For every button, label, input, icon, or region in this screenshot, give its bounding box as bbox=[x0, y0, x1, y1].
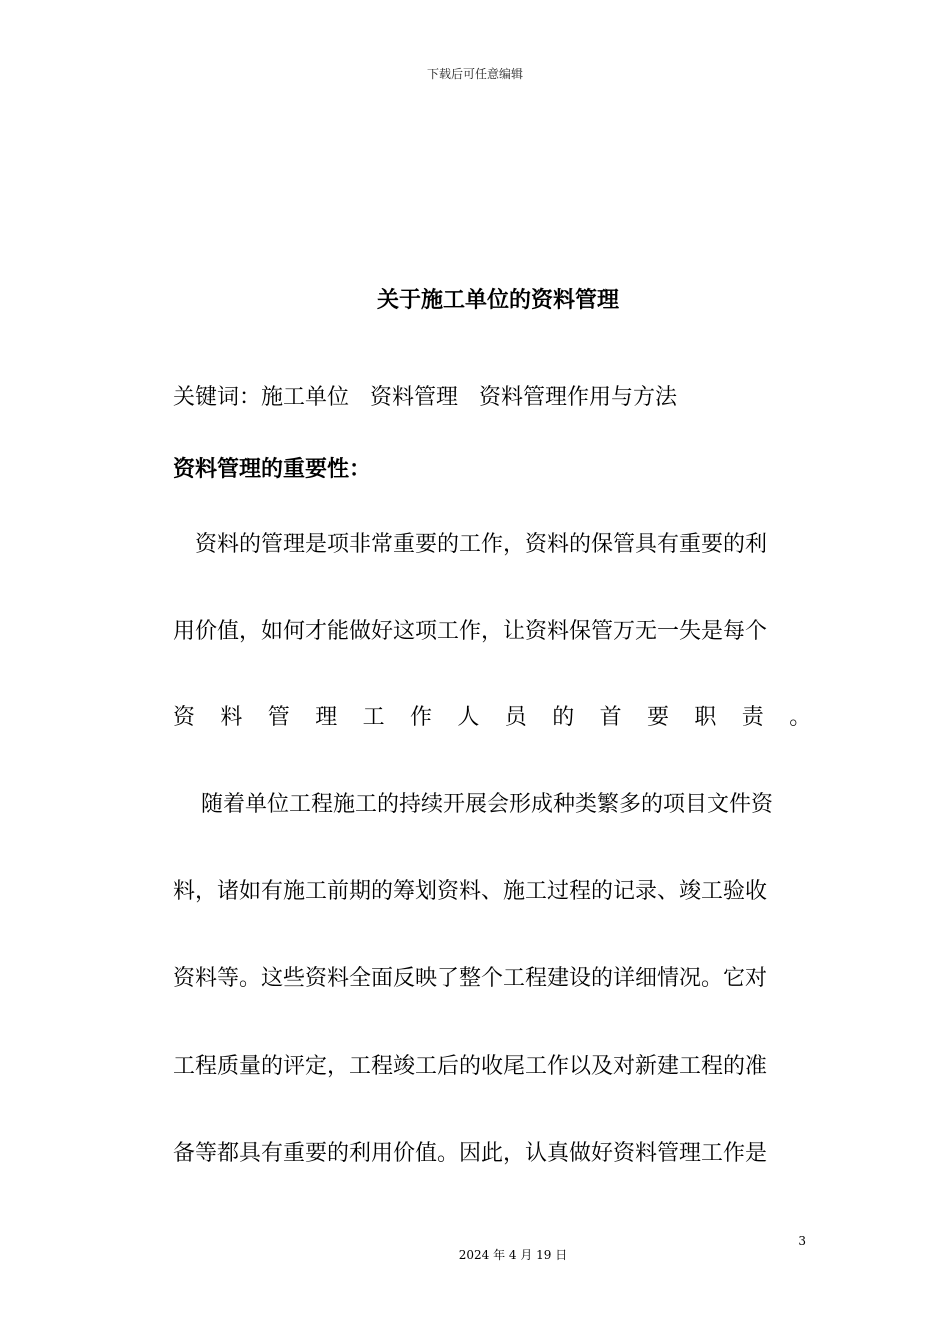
paragraph-line: 工程质量的评定，工程竣工后的收尾工作以及对新建工程的准 bbox=[173, 1054, 768, 1079]
document-title: 关于施工单位的资料管理 bbox=[376, 288, 619, 313]
paragraph-line: 资料的管理是项非常重要的工作，资料的保管具有重要的利 bbox=[195, 532, 768, 557]
paragraph-line: 随着单位工程施工的持续开展会形成种类繁多的项目文件资 bbox=[201, 792, 774, 817]
paragraph-line: 用价值，如何才能做好这项工作，让资料保管万无一失是每个 bbox=[173, 619, 768, 644]
paragraph-line: 资料等。这些资料全面反映了整个工程建设的详细情况。它对 bbox=[173, 966, 768, 991]
paragraph-line: 备等都具有重要的利用价值。因此，认真做好资料管理工作是 bbox=[173, 1141, 768, 1166]
section-heading: 资料管理的重要性： bbox=[173, 457, 372, 482]
header-note: 下载后可任意编辑 bbox=[426, 67, 523, 81]
paragraph-line: 资料管理工作人员的首要职责。 bbox=[173, 705, 837, 730]
paragraph-line: 料，诸如有施工前期的筹划资料、施工过程的记录、竣工验收 bbox=[173, 879, 768, 904]
page-number: 3 bbox=[798, 1234, 806, 1248]
keywords-line: 关键词：施工单位 资料管理 资料管理作用与方法 bbox=[173, 385, 677, 410]
footer-date: 2024 年 4 月 19 日 bbox=[458, 1248, 568, 1262]
